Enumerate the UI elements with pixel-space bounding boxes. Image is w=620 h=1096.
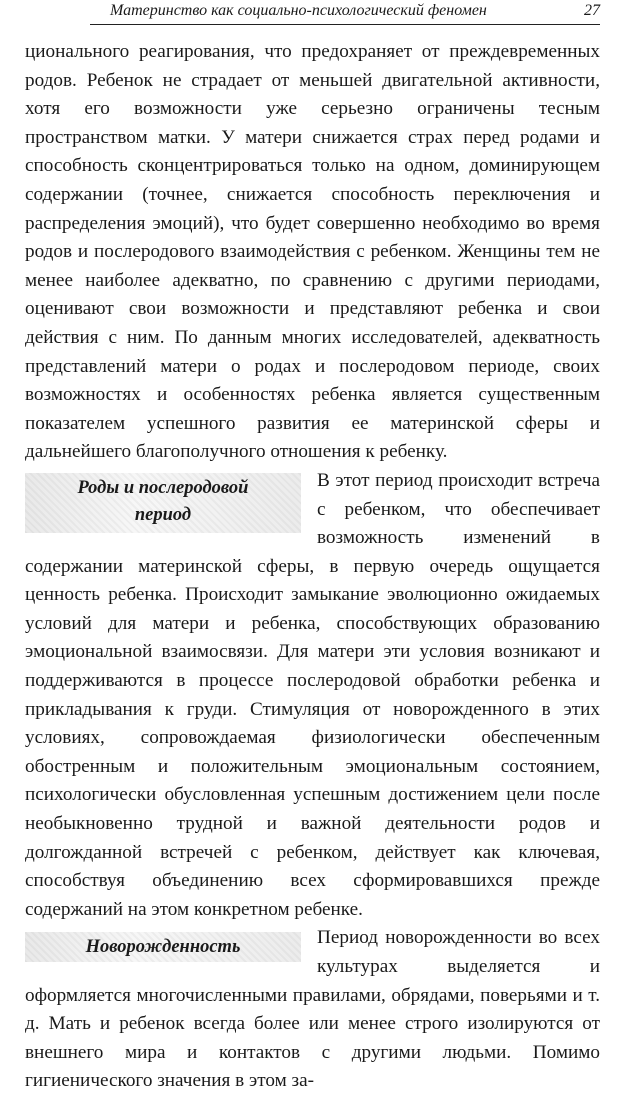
running-header-title: Материнство как социально-психологический феномен [110, 2, 487, 19]
paragraph-birth-postpartum: В этот период происходит встреча с ребенком, что обеспечивает возможность изменений в содержании материнской сферы, в первую очередь ощущается ценность ребенка. Происходит замыкание эволюционно ожидаемых условий для матери и ребенка, способствующих образованию эмоциональной взаимосвязи. Для матери эти условия возникают и поддерживаются в процессе послеродовой обработки ребенка и прикладывания к груди. Стимуляция от новорожденного в этих условиях, сопровождаемая физиологически обеспеченным обостренным и положительным эмоциональным состоянием, психологически обусловленная успешным достижением цели после необыкновенно трудной и важной деятельности родов и долгожданной встречей с ребенком, действует как ключевая, способствуя объединению всех сформировавшихся прежде содержаний на этом конкретном ребенке. [25, 469, 600, 920]
page-body [25, 38, 600, 1096]
section-heading-newborn-text: Новорожденность [85, 937, 241, 958]
paragraph-continued: ционального реагирования, что предохраняет от преждевременных родов. Ребенок не страдает от меньшей двигательной активности, хотя его возможности уже серьезно ограничены тесным пространством матки. У матери снижается страх перед родами и способность сконцентрироваться только на одном, доминирующем содержании (точнее, снижается способность переключения и распределения эмоций), что будет совершенно необходимо во время родов и послеродового взаимодействия с ребенком. Женщины тем не менее наиболее адекватно, по сравнению с другими периодами, оценивают свои возможности и представляют ребенка и свои действия с ним. По данным многих исследователей, адекватность представлений матери о родах и послеродовом периоде, своих возможностях и особенностях ребенка является существенным показателем успешного развития ее материнской сферы и дальнейшего благополучного отношения к ребенку. [25, 41, 600, 463]
section-heading-birth-postpartum [25, 473, 301, 533]
paragraph-newborn: Период новорожденности во всех культурах выделяется и оформляется многочисленными правилами, обрядами, поверьями и т. д. Мать и ребенок всегда более или менее строго изолируются от внешнего мира и контактов с другими людьми. Помимо гигиенического значения в этом за- [25, 927, 600, 1092]
section-heading-line-2: период [134, 504, 192, 525]
running-header [90, 2, 600, 25]
section-heading-line-1: Роды и послеродовой [77, 477, 249, 498]
page-number: 27 [584, 2, 600, 19]
section-heading-newborn [25, 932, 301, 962]
